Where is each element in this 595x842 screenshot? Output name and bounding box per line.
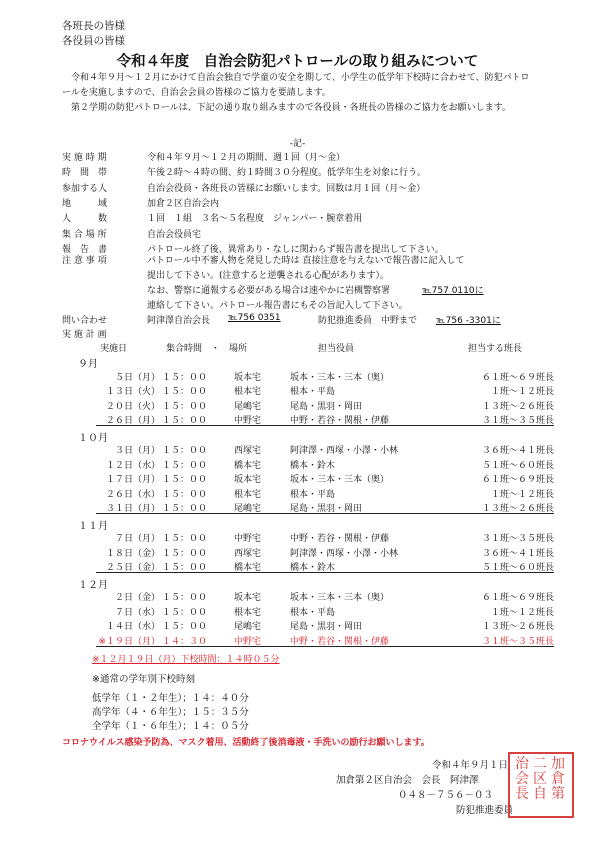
dismissal-heading: ※通常の学年別下校時刻: [92, 674, 195, 685]
row-underline: [96, 646, 554, 647]
detail-label: 地 域: [62, 198, 108, 209]
intro-paragraph: 第２学期の防犯パトロールは、下記の通り取り組みますので各役員・各班長の皆様のご協力をお願いします。: [71, 103, 511, 113]
dismissal-row: 全学年（１・６年生）；１４：０５分: [92, 721, 249, 732]
row-officers: 根本・平島: [290, 489, 336, 500]
row-groups: ５１班～６０班長: [481, 563, 554, 573]
row-place: 尾嶋宅: [234, 504, 262, 514]
row-groups: ６１班～６９班長: [481, 475, 554, 485]
row-date: ３日（月）: [114, 446, 160, 456]
row-date: １４日（水）: [105, 622, 160, 632]
addressee-line: 各役員の皆様: [62, 35, 125, 47]
table-header: 集合時間 ・ 場所: [166, 344, 248, 354]
detail-label: 集 合 場 所: [62, 229, 107, 240]
signature-tel: ０４８－７５６－０３: [398, 790, 494, 801]
detail-value: パトロール終了後、異常あり・なしに関わらず報告書を提出して下さい。: [147, 244, 444, 255]
detail-value: 令和４年９月～１２月の期間、週１回（月～金）: [147, 153, 346, 163]
row-date: ２６日（水）: [105, 489, 160, 500]
row-time: １５：００: [162, 548, 208, 559]
detail-label: 報 告 書: [62, 244, 108, 255]
detail-label: 時 間 帯: [62, 168, 108, 179]
row-groups: １３班～２６班長: [481, 622, 554, 632]
row-date: ２５日（金）: [105, 563, 160, 573]
row-time: １５：００: [162, 446, 208, 456]
row-time: １５：００: [162, 489, 208, 500]
special-note: ※１２月１９日（月）下校時間：１４時０５分: [92, 655, 280, 665]
row-officers: 阿津澤・西塚・小澤・小林: [290, 548, 399, 559]
row-place: 橋本宅: [234, 460, 262, 471]
row-groups: ６１班～６９班長: [481, 372, 554, 383]
row-officers: 尾島・黒羽・岡田: [290, 401, 363, 412]
row-officers: 坂本・三本・三本（奥）: [290, 372, 390, 383]
row-officers: 阿津澤・西塚・小澤・小林: [290, 446, 399, 456]
row-place: 坂本宅: [234, 475, 262, 485]
row-time: １５：００: [162, 504, 208, 514]
row-place: 根本宅: [234, 489, 262, 500]
row-place: 中野宅: [234, 416, 262, 426]
row-time: １５：００: [162, 460, 208, 471]
seal-stamp: 加 倉 第 二 区 自 治 会 長: [508, 752, 574, 818]
row-officers: 坂本・三本・三本（奥）: [290, 593, 390, 603]
detail-label: 参加する人: [62, 183, 108, 194]
table-row: [0, 634, 595, 650]
row-time: １５：００: [162, 475, 208, 485]
row-groups: １３班～２６班長: [481, 504, 554, 514]
row-groups: １班～１２班長: [490, 387, 554, 397]
row-time: １５：００: [162, 622, 208, 632]
contact-person: 防犯推進委員 中野まで: [318, 316, 418, 326]
notes-line: 連絡して下さい。パトロール報告書にもその旨記入して下さい。: [147, 301, 408, 311]
separator-heading: -記-: [289, 139, 306, 149]
addressee-line: 各班長の皆様: [62, 20, 125, 32]
row-date: ３１日（月）: [105, 504, 160, 514]
row-officers: 橋本・鈴木: [290, 460, 336, 471]
row-time: １５：００: [162, 534, 208, 544]
table-row: [0, 413, 595, 429]
detail-label: 実 施 時 期: [62, 153, 107, 163]
contact-tel: ℡756 -3301に: [436, 316, 501, 326]
row-groups: １班～１２班長: [490, 607, 554, 618]
table-header: 担当役員: [318, 344, 355, 354]
row-place: 尾嶋宅: [234, 622, 262, 632]
row-date: ７日（水）: [114, 607, 160, 618]
row-date: １８日（金）: [105, 548, 160, 559]
contact-tel: ℡756 0351: [228, 313, 281, 323]
document-title: 令和４年度 自治会防犯パトロールの取り組みについて: [116, 54, 479, 70]
table-header: 実施日: [100, 344, 128, 354]
table-row: [0, 560, 595, 576]
row-place: 西塚宅: [234, 446, 262, 456]
notes-line: パトロール中不審人物を発見した時は 直接注意を与えないで報告書に記入して: [147, 256, 465, 266]
row-place: 坂本宅: [234, 593, 262, 603]
row-underline: [96, 425, 554, 426]
row-time: １５：００: [162, 593, 208, 603]
month-heading: １２月: [78, 579, 108, 591]
plan-title: 実 施 計 画: [62, 330, 107, 340]
contact-label: 問い合わせ: [62, 316, 108, 326]
contact-person: 阿津澤自治会長: [147, 316, 211, 326]
signature-role: 防犯推進委員: [456, 805, 514, 816]
row-place: 橋本宅: [234, 563, 262, 573]
row-groups: ３１班～３５班長: [481, 636, 554, 647]
row-groups: １３班～２６班長: [481, 401, 554, 412]
row-groups: ３１班～３５班長: [481, 416, 554, 426]
row-groups: ３６班～４１班長: [481, 446, 554, 456]
row-underline: [96, 572, 554, 573]
table-header: 担当する班長: [468, 344, 523, 354]
row-time: １５：００: [162, 416, 208, 426]
row-time: １５：００: [162, 563, 208, 573]
detail-value: 自治会役員・各班長の皆様にお願いします。回数は月１回（月～金）: [147, 183, 426, 194]
row-place: 西塚宅: [234, 548, 262, 559]
row-officers: 尾島・黒羽・岡田: [290, 622, 363, 632]
row-time: １５：００: [162, 372, 208, 383]
row-place: 中野宅: [234, 636, 262, 647]
signature-org: 加倉第２区自治会 会長 阿津澤: [336, 775, 479, 786]
dismissal-row: 高学年（４・６年生）；１５：３５分: [92, 707, 249, 718]
dismissal-row: 低学年（１・２年生）；１４：４０分: [92, 693, 249, 704]
row-place: 根本宅: [234, 607, 262, 618]
table-row: [0, 501, 595, 517]
police-tel: ℡757 0110に: [422, 286, 484, 296]
notes-line: なお、警察に通報する必要がある場合は速やかに岩槻警察署: [147, 286, 391, 296]
row-date: ２０日（火）: [105, 401, 160, 412]
row-date: １３日（火）: [105, 387, 160, 397]
row-groups: ６１班～６９班長: [481, 593, 554, 603]
row-place: 坂本宅: [234, 372, 262, 383]
row-date: ７日（月）: [114, 534, 160, 544]
row-date: ２日（金）: [114, 593, 160, 603]
month-heading: １０月: [78, 432, 108, 444]
row-officers: 尾島・黒羽・岡田: [290, 504, 363, 514]
row-officers: 根本・平島: [290, 607, 336, 618]
notes-line: 提出して下さい。(注意すると逆襲される心配があります）。: [147, 271, 390, 281]
row-place: 尾嶋宅: [234, 401, 262, 412]
row-date: １７日（月）: [105, 475, 160, 485]
row-officers: 中野・若谷・関根・伊藤: [290, 416, 390, 426]
signature-date: 令和４年９月１日: [432, 760, 509, 771]
row-groups: ３１班～３５班長: [481, 534, 554, 544]
row-date: ２６日（月）: [105, 416, 160, 426]
row-officers: 橋本・鈴木: [290, 563, 336, 573]
row-place: 中野宅: [234, 534, 262, 544]
month-heading: １１月: [78, 520, 108, 532]
row-groups: ３６班～４１班長: [481, 548, 554, 559]
row-date: １２日（水）: [105, 460, 160, 471]
row-officers: 坂本・三本・三本（奥）: [290, 475, 390, 485]
row-place: 根本宅: [234, 387, 262, 397]
row-groups: ５１班～６０班長: [481, 460, 554, 471]
detail-value: １回 １組 ３名～５名程度 ジャンパー・腕章着用: [147, 214, 363, 225]
row-groups: １班～１２班長: [490, 489, 554, 500]
row-date: ※１９日（月）: [98, 636, 160, 647]
detail-value: 自治会役員宅: [147, 229, 202, 240]
detail-label: 人 数: [62, 214, 108, 225]
notes-label: 注 意 事 項: [62, 256, 107, 266]
row-time: １５：００: [162, 401, 208, 412]
row-time: １４：３０: [162, 636, 208, 647]
month-heading: ９月: [78, 359, 98, 370]
intro-paragraph: 令和４年９月～１２月にかけて自治会独自で学童の安全を期して、小学生の低学年下校時に合わせて、防犯パトロールを実施しますので、自治会会員の皆様のご協力を要請します。: [62, 73, 530, 98]
row-time: １５：００: [162, 607, 208, 618]
row-officers: 中野・若谷・関根・伊藤: [290, 636, 390, 647]
detail-value: 加倉２区自治会内: [147, 198, 220, 209]
row-officers: 中野・若谷・関根・伊藤: [290, 534, 390, 544]
row-time: １５：００: [162, 387, 208, 397]
corona-notice: コロナウイルス感染予防為、マスク着用、活動終了後消毒液・手洗いの励行お願いします。: [62, 738, 430, 748]
row-date: ５日（月）: [114, 372, 160, 383]
row-underline: [96, 513, 554, 514]
detail-value: 午後２時～４時の間、約１時間３０分程度。低学年生を対象に行う。: [147, 168, 427, 179]
row-officers: 根本・平島: [290, 387, 336, 397]
